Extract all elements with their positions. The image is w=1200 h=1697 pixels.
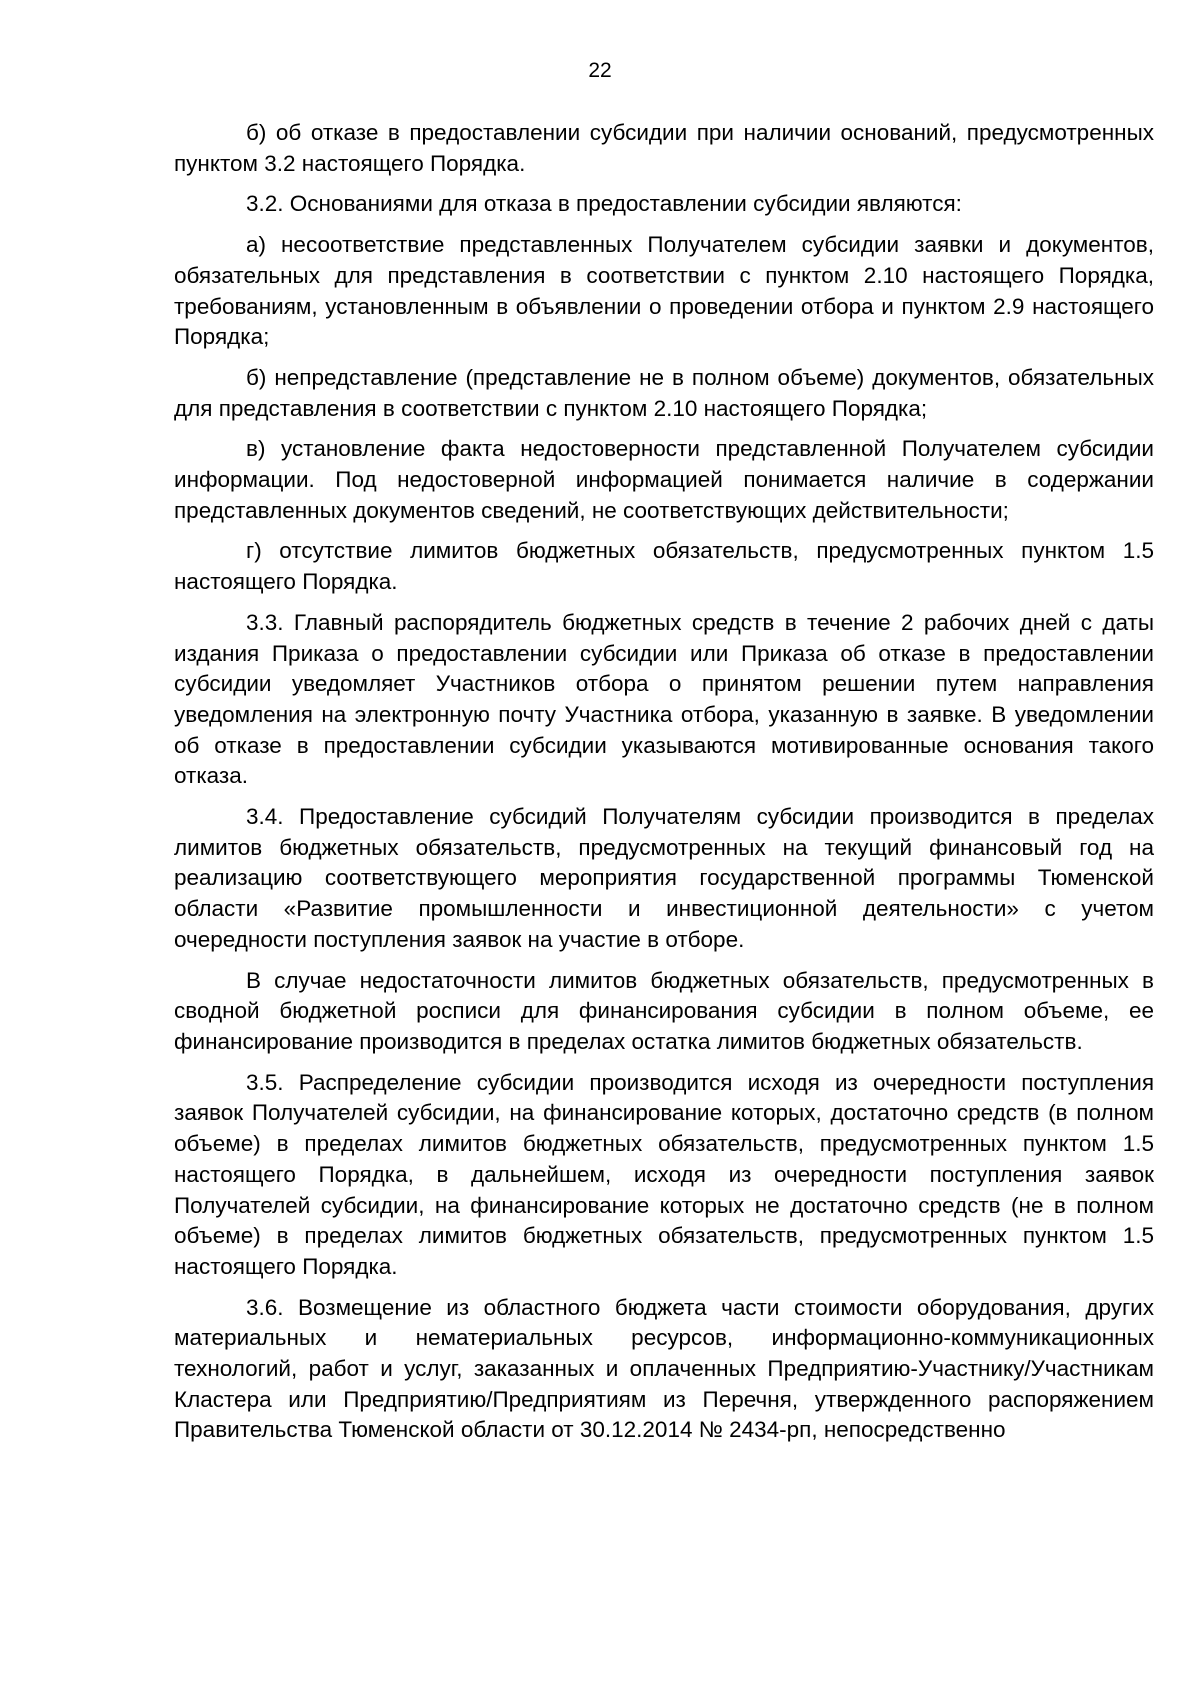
paragraph-3-2-g: г) отсутствие лимитов бюджетных обязательств, предусмотренных пунктом 1.5 настоящего Порядка. bbox=[174, 538, 1154, 595]
document-body bbox=[174, 118, 1154, 1456]
paragraph-3-2-a: а) несоответствие представленных Получателем субсидии заявки и документов, обязательных для представления в соответствии с пунктом 2.10 настоящего Порядка, требованиям, установленным в объявлении о проведении отбора и пунктом 2.9 настоящего Порядка; bbox=[174, 232, 1154, 350]
paragraph-3-3: 3.3. Главный распорядитель бюджетных средств в течение 2 рабочих дней с даты издания Приказа о предоставлении субсидии или Приказа об отказе в предоставлении субсидии уведомляет Участников отбора о принятом решении путем направления уведомления на электронную почту Участника отбора, указанную в заявке. В уведомлении об отказе в предоставлении субсидии указываются мотивированные основания такого отказа. bbox=[174, 609, 1154, 789]
paragraph-refusal-decision: б) об отказе в предоставлении субсидии при наличии оснований, предусмотренных пунктом 3.2 настоящего Порядка. bbox=[174, 120, 1154, 176]
paragraph-3-2-grounds: 3.2. Основаниями для отказа в предоставлении субсидии являются: bbox=[246, 191, 962, 217]
paragraph-3-2-b: б) непредставление (представление не в полном объеме) документов, обязательных для представления в соответствии с пунктом 2.10 настоящего Порядка; bbox=[174, 364, 1154, 421]
page-number: 22 bbox=[588, 59, 612, 82]
paragraph-3-4: 3.4. Предоставление субсидий Получателям субсидии производится в пределах лимитов бюджетных обязательств, предусмотренных на текущий финансовый год на реализацию соответствующего мероприятия государственной программы Тюменской области «Развитие промышленности и инвестиционной деятельности» с учетом очередности поступления заявок на участие в отборе. bbox=[174, 804, 1154, 952]
paragraph-3-5: 3.5. Распределение субсидии производится исходя из очередности поступления заявок Получателей субсидии, на финансирование которых, достаточно средств (в полном объеме) в пределах лимитов бюджетных обязательств, предусмотренных пунктом 1.5 настоящего Порядка, в дальнейшем, исходя из очередности поступления заявок Получателей субсидии, на финансирование которых не достаточно средств (не в полном объеме) в пределах лимитов бюджетных обязательств, предусмотренных пунктом 1.5 настоящего Порядка. bbox=[174, 1069, 1154, 1279]
paragraph-3-4-insufficient-limits: В случае недостаточности лимитов бюджетных обязательств, предусмотренных в сводной бюджетной росписи для финансирования субсидии в полном объеме, ее финансирование производится в пределах остатка лимитов бюджетных обязательств. bbox=[174, 967, 1154, 1054]
paragraph-3-2-v: в) установление факта недостоверности представленной Получателем субсидии информации. Под недостоверной информацией понимается наличие в содержании представленных документов сведений, не соответствующих действительности; bbox=[174, 436, 1154, 523]
paragraph-3-6: 3.6. Возмещение из областного бюджета части стоимости оборудования, других материальных и нематериальных ресурсов, информационно-коммуникационных технологий, работ и услуг, заказанных и оплаченных Предприятию-Участнику/Участникам Кластера или Предприятию/Предприятиям из Перечня, утвержденного распоряжением Правительства Тюменской области от 30.12.2014 № 2434-рп, непосредственно bbox=[174, 1294, 1154, 1443]
